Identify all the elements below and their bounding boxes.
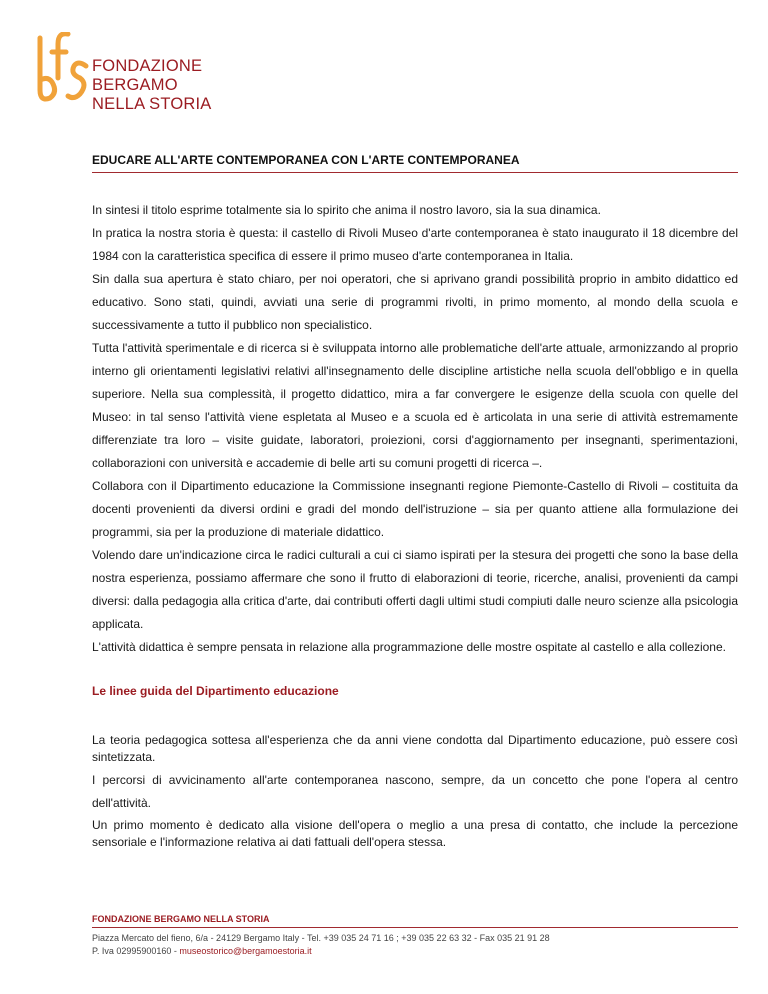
footer-address: Piazza Mercato del fieno, 6/a - 24129 Bergamo Italy - Tel. +39 035 24 71 16 ; +39 035 22 63 32 - Fax 035 21 91 28 [92, 933, 550, 943]
logo-line-3: NELLA STORIA [92, 95, 212, 113]
intro-section [92, 199, 738, 659]
organization-logo-text [92, 57, 211, 114]
paragraph: Tutta l'attività sperimentale e di ricerca si è sviluppata intorno alle problematiche dell'arte attuale, armonizzando al proprio interno gli orientamenti legislativi relativi all'insegnamento delle discipline artistiche nella scuola dell'obbligo e in quella superiore. Nella sua complessità, il progetto didattico, mira a far convergere le esigenze della scuola con quelle del Museo: in tal senso l'attività viene espletata al Museo e a scuola ed è articolata in una serie di attività estremamente differenziate tra loro – visite guidate, laboratori, proiezioni, corsi d'aggiornamento per insegnanti, sperimentazioni, collaborazioni con università e accademie di belle arti su comuni progetti di ricerca –. [92, 341, 738, 470]
footer-divider [92, 927, 738, 928]
paragraph: In sintesi il titolo esprime totalmente sia lo spirito che anima il nostro lavoro, sia la sua dinamica. [92, 203, 601, 217]
footer-organization-name: FONDAZIONE BERGAMO NELLA STORIA [92, 914, 270, 924]
paragraph: I percorsi di avvicinamento all'arte contemporanea nascono, sempre, da un concetto che pone l'opera al centro dell'attività. [92, 773, 738, 810]
footer-vat-line [92, 946, 312, 956]
guidelines-section [92, 732, 738, 857]
title-divider [92, 172, 738, 173]
paragraph: La teoria pedagogica sottesa all'esperienza che da anni viene condotta dal Dipartimento educazione, può essere così sintetizzata. [92, 733, 738, 764]
paragraph: In pratica la nostra storia è questa: il castello di Rivoli Museo d'arte contemporanea è stato inaugurato il 18 dicembre del 1984 con la caratteristica specifica di essere il primo museo d'arte contemporanea in Italia. [92, 226, 738, 263]
footer-email-link[interactable]: museostorico@bergamoestoria.it [179, 946, 312, 956]
footer-vat: P. Iva 02995900160 - [92, 946, 180, 956]
paragraph: L'attività didattica è sempre pensata in relazione alla programmazione delle mostre ospitate al castello e alla collezione. [92, 640, 726, 654]
paragraph: Un primo momento è dedicato alla visione dell'opera o meglio a una presa di contatto, che include la percezione sensoriale e l'informazione relativa ai dati fattuali dell'opera stessa. [92, 818, 738, 849]
logo-line-1: FONDAZIONE [92, 57, 203, 75]
paragraph: Volendo dare un'indicazione circa le radici culturali a cui ci siamo ispirati per la stesura dei progetti che sono la base della nostra esperienza, possiamo affermare che sono il frutto di elaborazioni di teorie, ricerche, analisi, provenienti da campi diversi: dalla pedagogia alla critica d'arte, dai contributi offerti dagli ultimi studi compiuti dalle neuro scienze alla psicologia applicata. [92, 548, 738, 631]
document-title: EDUCARE ALL'ARTE CONTEMPORANEA CON L'ARTE CONTEMPORANEA [92, 153, 520, 167]
logo-line-2: BERGAMO [92, 76, 178, 94]
paragraph: Sin dalla sua apertura è stato chiaro, per noi operatori, che si aprivano grandi possibilità proprio in ambito didattico ed educativo. Sono stati, quindi, avviati una serie di programmi rivolti, in primo momento, al mondo della scuola e successivamente a tutto il pubblico non specialistico. [92, 272, 738, 332]
bfs-monogram-icon [30, 32, 90, 106]
section-heading: Le linee guida del Dipartimento educazione [92, 684, 339, 698]
paragraph: Collabora con il Dipartimento educazione la Commissione insegnanti regione Piemonte-Castello di Rivoli – costituita da docenti provenienti da diversi ordini e gradi del mondo dell'istruzione – sia per quanto attiene alla formulazione dei programmi, sia per la produzione di materiale didattico. [92, 479, 738, 539]
